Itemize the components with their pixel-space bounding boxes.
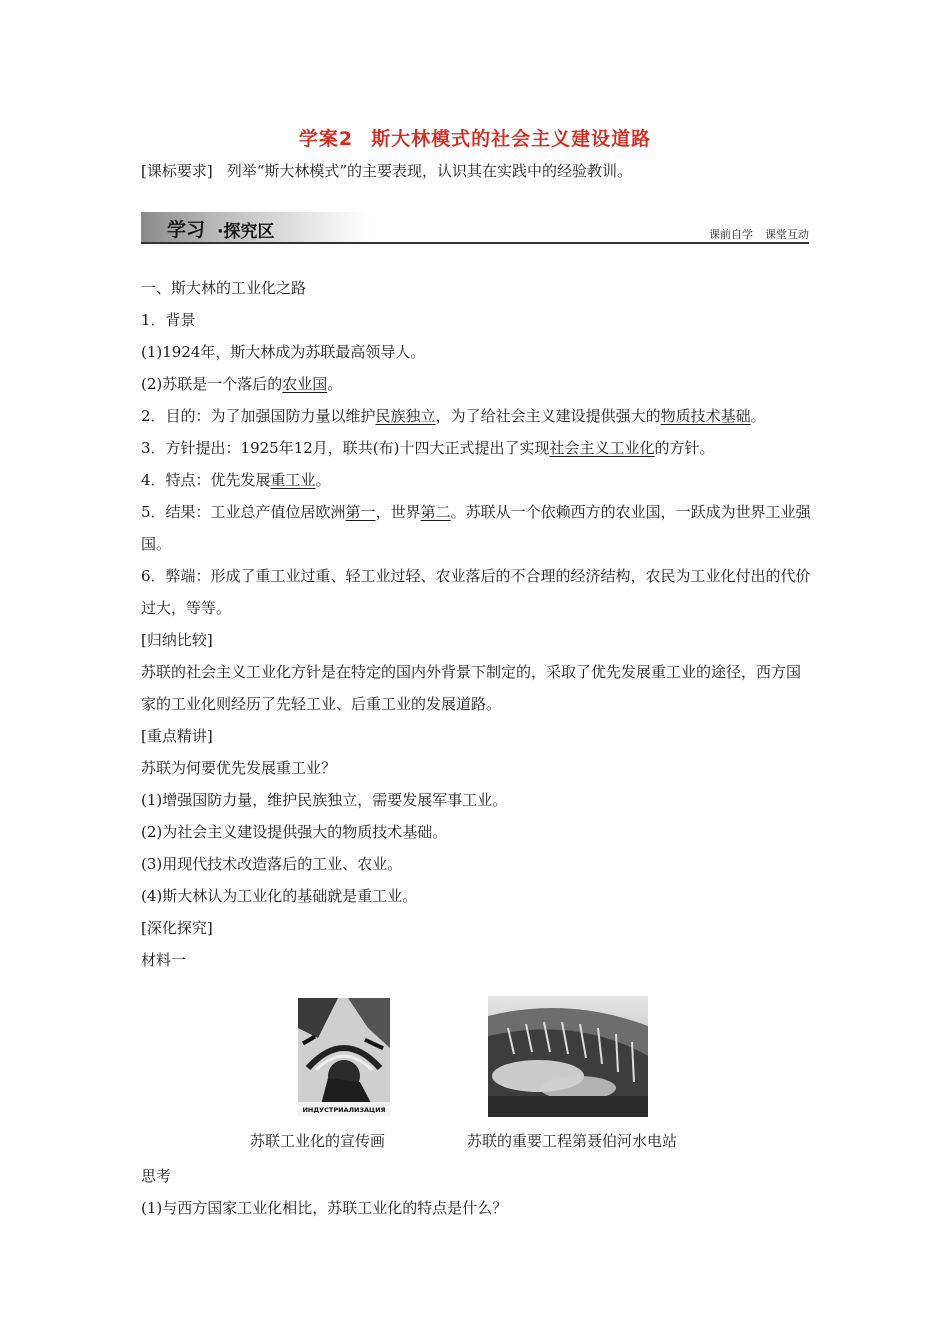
banner-main: 学习: [167, 219, 206, 241]
background-label: 1．背景: [141, 311, 196, 329]
underlined-term: 农业国: [282, 375, 328, 393]
propaganda-poster-image: [298, 998, 390, 1116]
lesson-topic: 斯大林模式的社会主义建设道路: [371, 128, 652, 150]
background-item-1: (1)1924年，斯大林成为苏联最高领导人。: [141, 343, 426, 361]
key-label: [重点精讲]: [141, 727, 213, 745]
result-item: 5．结果：工业总产值位居欧洲第一，世界第二。苏联从一个依赖西方的农业国，一跃成为世界工业强国。: [141, 503, 811, 553]
curriculum-requirement: [141, 160, 632, 181]
underlined-term: 第二: [420, 503, 451, 521]
banner-sub: ·探究区: [217, 222, 275, 242]
drawback-item: 6．弊端：形成了重工业过重、轻工业过轻、农业落后的不合理的经济结构，农民为工业化付出的代价过大，等等。: [141, 567, 811, 617]
banner-rule: [141, 242, 809, 244]
key-item-1: (1)增强国防力量，维护民族独立，需要发展军事工业。: [141, 791, 508, 809]
material-label: 材料一: [141, 951, 187, 969]
requirement-label: [课标要求]: [141, 162, 213, 180]
policy-item: 3．方针提出：1925年12月，联共(布)十四大正式提出了实现社会主义工业化的方针。: [141, 439, 715, 457]
summary-text: 苏联的社会主义工业化方针是在特定的国内外背景下制定的，采取了优先发展重工业的途径，西方国家的工业化则经历了先轻工业、后重工业的发展道路。: [141, 663, 802, 713]
poster-illustration: [298, 998, 390, 1116]
requirement-text: 列举“斯大林模式”的主要表现，认识其在实践中的经验教训。: [226, 162, 633, 180]
goal-item: 2．目的：为了加强国防力量以维护民族独立，为了给社会主义建设提供强大的物质技术基础。: [141, 407, 766, 425]
lesson-number: 学案2: [298, 128, 354, 150]
banner-tags: [709, 226, 809, 242]
underlined-term: 社会主义工业化: [549, 439, 655, 457]
dam-illustration: [488, 996, 648, 1117]
think-label: 思考: [141, 1167, 172, 1185]
poster-text: ИНДУСТРИАЛИЗАЦИЯ: [302, 1106, 386, 1114]
explore-label: [深化探究]: [141, 919, 213, 937]
summary-label: [归纳比较]: [141, 631, 213, 649]
feature-item: 4．特点：优先发展重工业。: [141, 471, 331, 489]
banner-tag-interaction: 课堂互动: [765, 228, 809, 241]
background-item-2: (2)苏联是一个落后的农业国。: [141, 375, 343, 393]
underlined-term: 民族独立: [375, 407, 436, 425]
underlined-term: 第一: [345, 503, 376, 521]
key-item-3: (3)用现代技术改造落后的工业、农业。: [141, 855, 403, 873]
section-heading: 一、斯大林的工业化之路: [141, 279, 307, 297]
key-item-4: (4)斯大林认为工业化的基础就是重工业。: [141, 887, 418, 905]
lesson-title: [0, 124, 950, 151]
section-banner: [141, 212, 809, 244]
dnieper-dam-image: [488, 996, 648, 1117]
key-item-2: (2)为社会主义建设提供强大的物质技术基础。: [141, 823, 448, 841]
underlined-term: 物质技术基础: [660, 407, 751, 425]
banner-tag-self-study: 课前自学: [709, 228, 753, 241]
key-question: 苏联为何要优先发展重工业？: [141, 759, 337, 777]
figure-caption-dam: 苏联的重要工程第聂伯河水电站: [467, 1132, 678, 1150]
underlined-term: 重工业: [270, 471, 316, 489]
figure-caption-poster: 苏联工业化的宣传画: [250, 1132, 386, 1150]
main-content: [141, 272, 811, 976]
think-question-1: (1)与西方国家工业化相比，苏联工业化的特点是什么？: [141, 1199, 508, 1217]
